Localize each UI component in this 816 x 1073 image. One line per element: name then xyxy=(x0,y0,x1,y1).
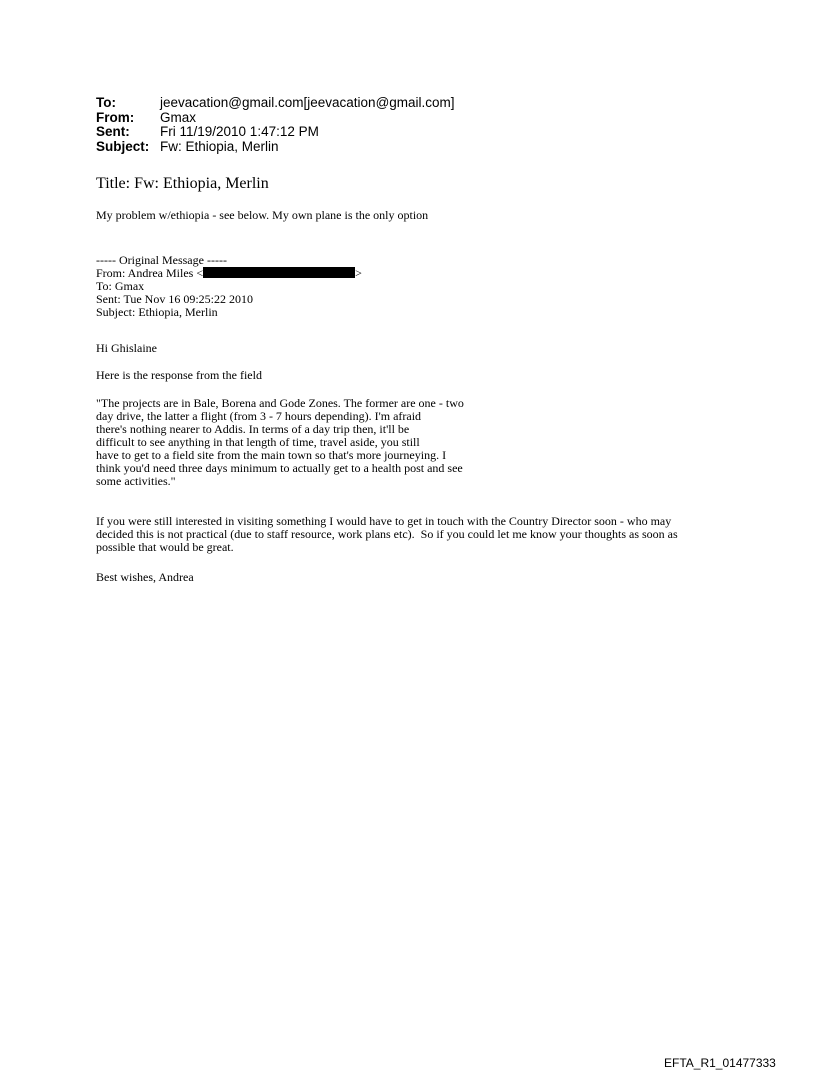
quote-line: day drive, the latter a flight (from 3 - 7 hours depending). I'm afraid xyxy=(96,409,422,423)
header-from-row xyxy=(96,111,455,126)
from-value: Gmax xyxy=(160,109,197,125)
intro-text: My problem w/ethiopia - see below. My own plane is the only option xyxy=(96,208,429,222)
followup-paragraph xyxy=(96,515,678,554)
original-to: To: Gmax xyxy=(96,279,145,293)
header-sent-row xyxy=(96,125,455,140)
quote-line: "The projects are in Bale, Borena and Gode Zones. The former are one - two xyxy=(96,396,464,410)
signoff-text: Best wishes, Andrea xyxy=(96,570,194,584)
original-subject: Subject: Ethiopia, Merlin xyxy=(96,305,218,319)
quote-line: there's nothing nearer to Addis. In terms of a day trip then, it'll be xyxy=(96,422,410,436)
response-intro-text: Here is the response from the field xyxy=(96,368,262,382)
quote-line: difficult to see anything in that length of time, travel aside, you still xyxy=(96,435,420,449)
quote-line: have to get to a field site from the main town so that's more journeying. I xyxy=(96,448,447,462)
email-title: Title: Fw: Ethiopia, Merlin xyxy=(96,175,269,192)
original-from-suffix: > xyxy=(355,266,362,280)
sent-label: Sent: xyxy=(96,124,130,139)
header-to-row xyxy=(96,96,455,111)
quote-line: think you'd need three days minimum to actually get to a health post and see xyxy=(96,461,463,475)
followup-line: possible that would be great. xyxy=(96,540,234,554)
email-header xyxy=(96,96,455,154)
original-message-block xyxy=(96,254,362,319)
original-sent: Sent: Tue Nov 16 09:25:22 2010 xyxy=(96,292,254,306)
field-quote xyxy=(96,397,464,488)
original-divider: ----- Original Message ----- xyxy=(96,253,227,267)
from-label: From: xyxy=(96,109,135,125)
document-id-footer: EFTA_R1_01477333 xyxy=(664,1056,776,1070)
sent-value: Fri 11/19/2010 1:47:12 PM xyxy=(160,124,319,139)
subject-value: Fw: Ethiopia, Merlin xyxy=(160,138,279,154)
quote-line: some activities." xyxy=(96,474,176,488)
header-subject-row xyxy=(96,140,455,155)
followup-line: decided this is not practical (due to staff resource, work plans etc). So if you could let me know your thoughts as soon as xyxy=(96,527,678,541)
followup-line: If you were still interested in visiting something I would have to get in touch with the Country Director soon - who may xyxy=(96,514,672,528)
redaction-box xyxy=(203,267,355,278)
to-label: To: xyxy=(96,95,116,110)
subject-label: Subject: xyxy=(96,138,150,154)
original-from-prefix: From: Andrea Miles < xyxy=(96,266,204,280)
to-value: jeevacation@gmail.com[jeevacation@gmail.com] xyxy=(160,95,455,110)
greeting-text: Hi Ghislaine xyxy=(96,341,157,355)
